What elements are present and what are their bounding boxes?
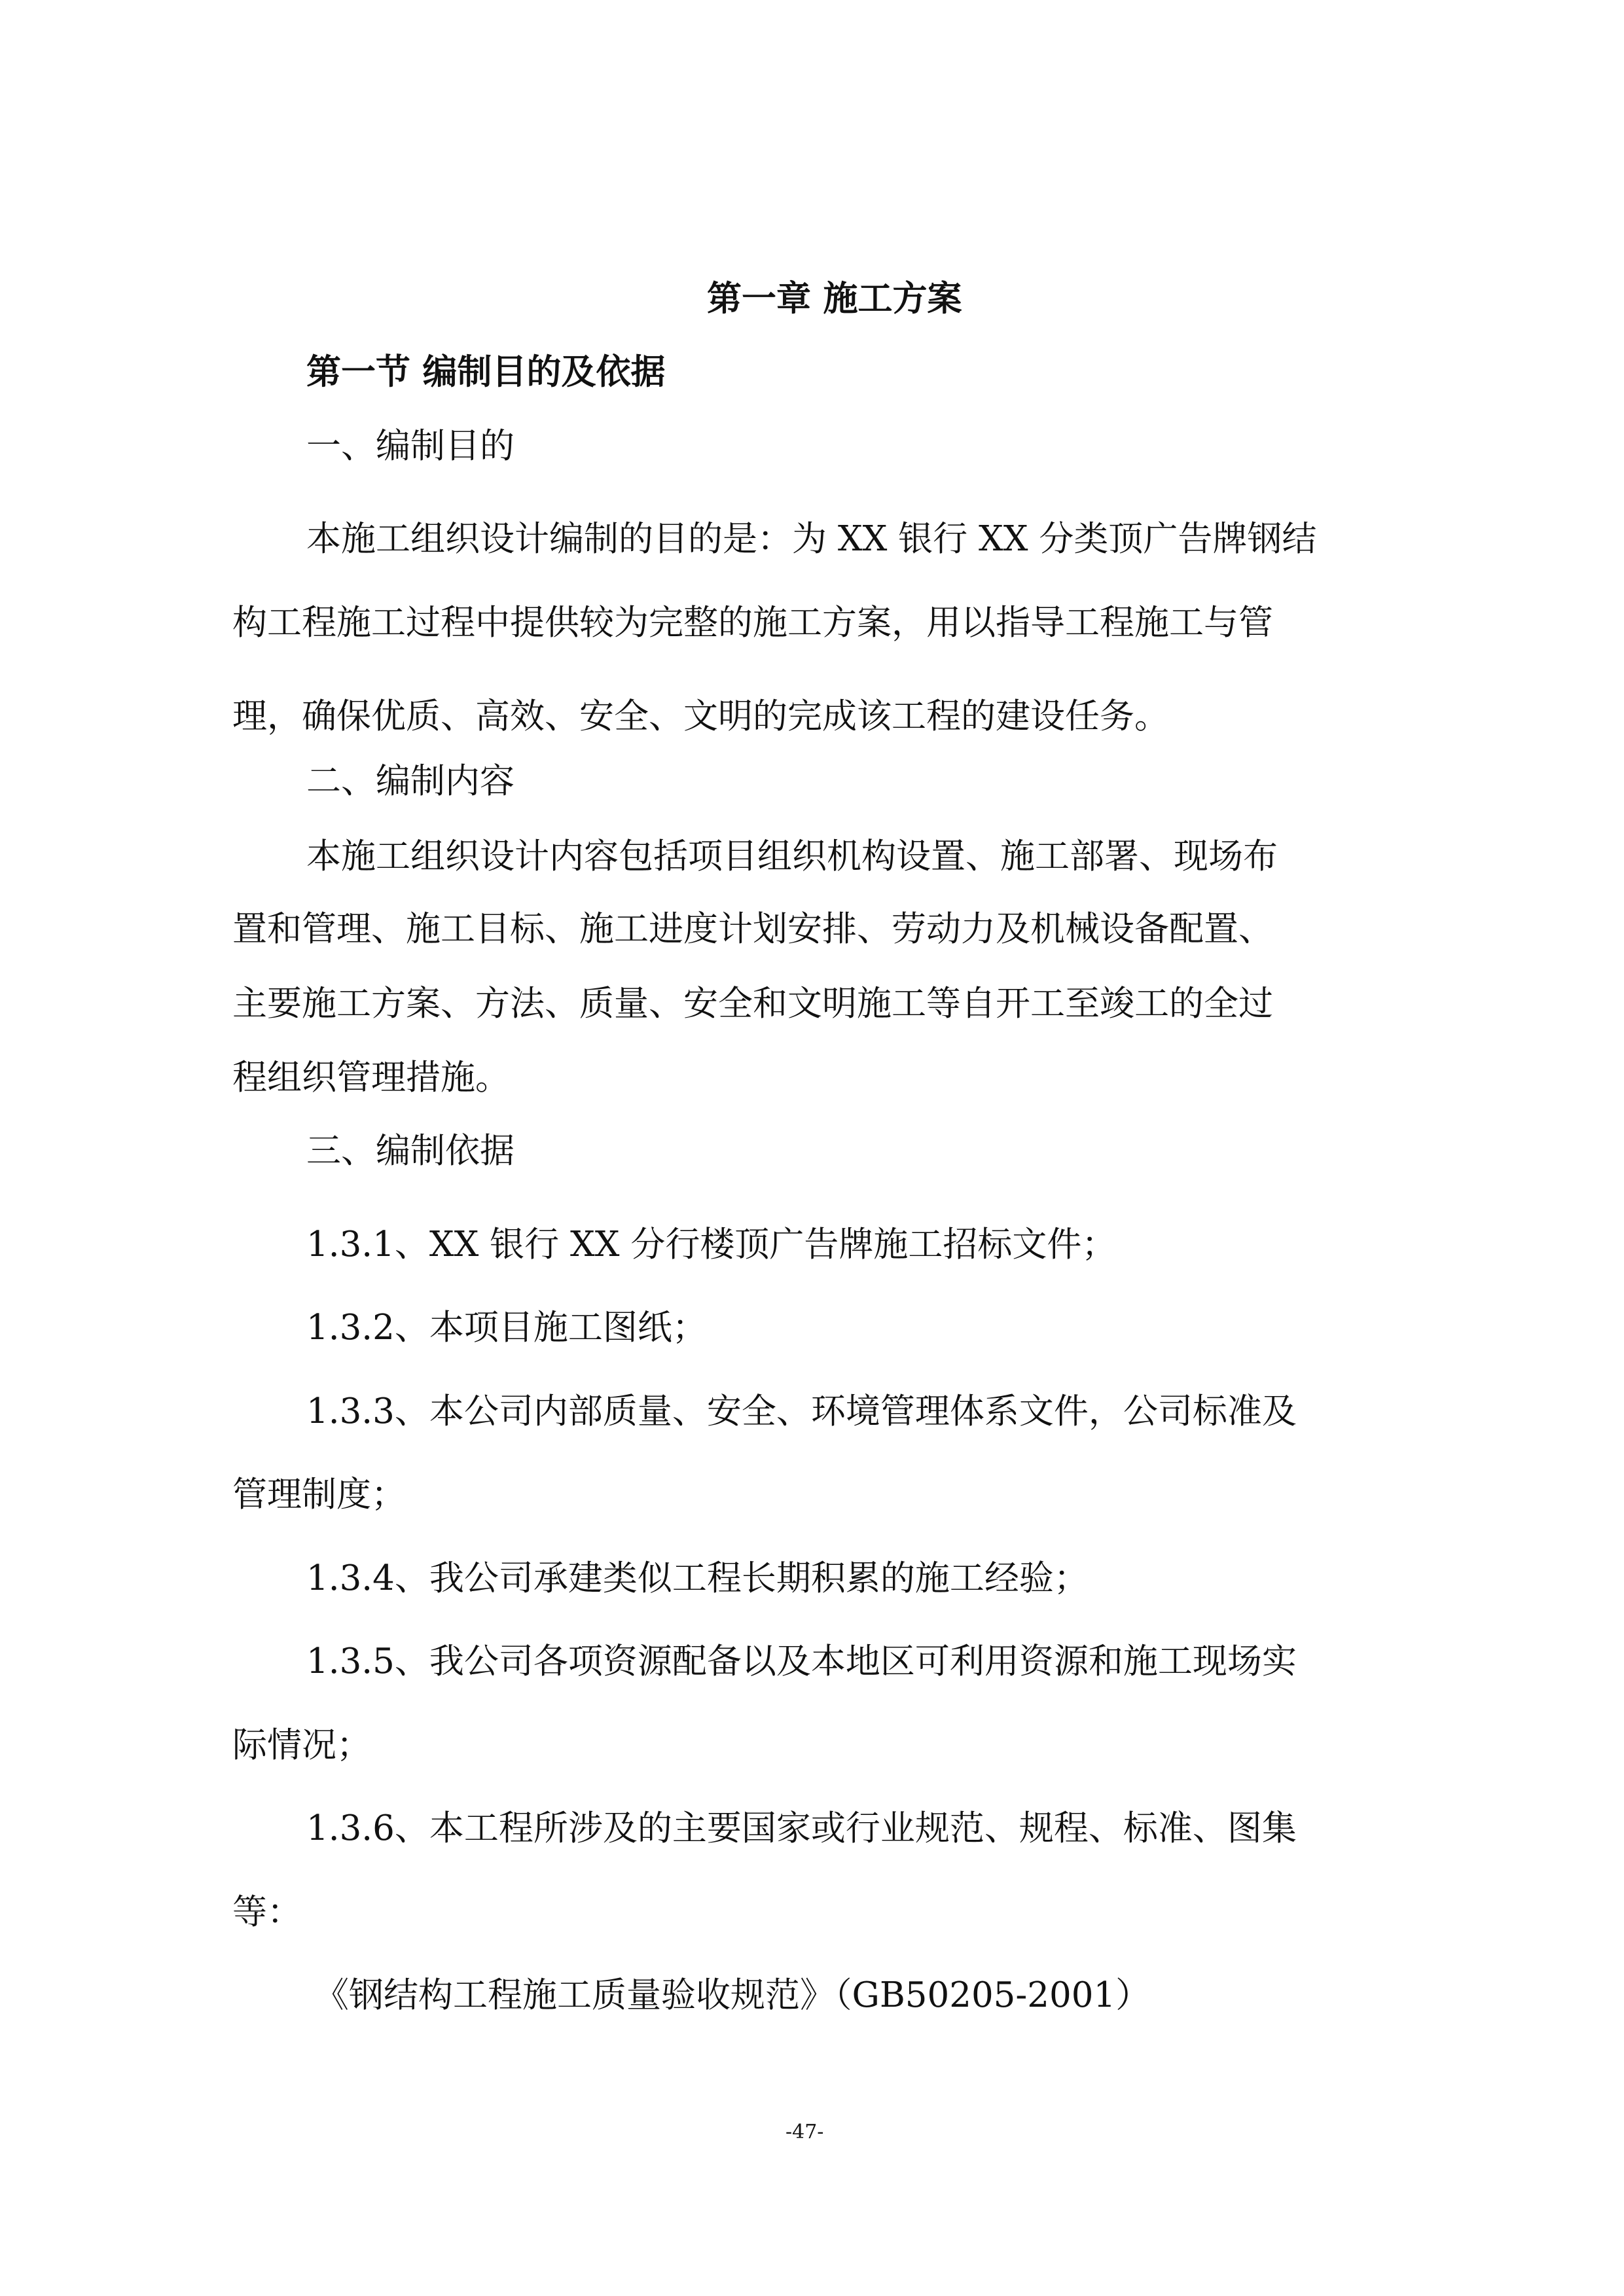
basis-item-continued: 管理制度； <box>232 1475 406 1515</box>
basis-item: 1.3.2、本项目施工图纸； <box>306 1308 707 1348</box>
basis-item-continued: 际情况； <box>232 1725 371 1765</box>
paragraph-line: 置和管理、施工目标、施工进度计划安排、劳动力及机械设备配置、 <box>232 909 1273 949</box>
standard-reference: 《钢结构工程施工质量验收规范》（GB50205-2001） <box>314 1975 1151 2015</box>
paragraph-line: 主要施工方案、方法、质量、安全和文明施工等自开工至竣工的全过 <box>232 984 1273 1024</box>
subsection-heading-content: 二、编制内容 <box>306 761 514 801</box>
basis-item: 1.3.3、本公司内部质量、安全、环境管理体系文件，公司标准及 <box>306 1391 1297 1431</box>
paragraph-line: 本施工组织设计编制的目的是：为 XX 银行 XX 分类顶广告牌钢结 <box>306 519 1317 559</box>
subsection-heading-basis: 三、编制依据 <box>306 1131 514 1171</box>
subsection-heading-purpose: 一、编制目的 <box>306 426 514 466</box>
section-title: 第一节 编制目的及依据 <box>306 351 666 392</box>
basis-item: 1.3.6、本工程所涉及的主要国家或行业规范、规程、标准、图集 <box>306 1808 1297 1848</box>
basis-item: 1.3.1、XX 银行 XX 分行楼顶广告牌施工招标文件； <box>306 1225 1117 1265</box>
basis-item: 1.3.4、我公司承建类似工程长期积累的施工经验； <box>306 1558 1089 1598</box>
paragraph-line: 构工程施工过程中提供较为完整的施工方案，用以指导工程施工与管 <box>232 603 1273 643</box>
basis-item-continued: 等： <box>232 1892 302 1932</box>
basis-item: 1.3.5、我公司各项资源配备以及本地区可利用资源和施工现场实 <box>306 1641 1297 1681</box>
paragraph-line: 本施工组织设计内容包括项目组织机构设置、施工部署、现场布 <box>306 836 1278 876</box>
chapter-title: 第一章 施工方案 <box>707 278 962 319</box>
page-number: -47- <box>785 2121 824 2144</box>
paragraph-line: 程组织管理措施。 <box>232 1058 510 1098</box>
paragraph-line: 理，确保优质、高效、安全、文明的完成该工程的建设任务。 <box>232 696 1169 736</box>
